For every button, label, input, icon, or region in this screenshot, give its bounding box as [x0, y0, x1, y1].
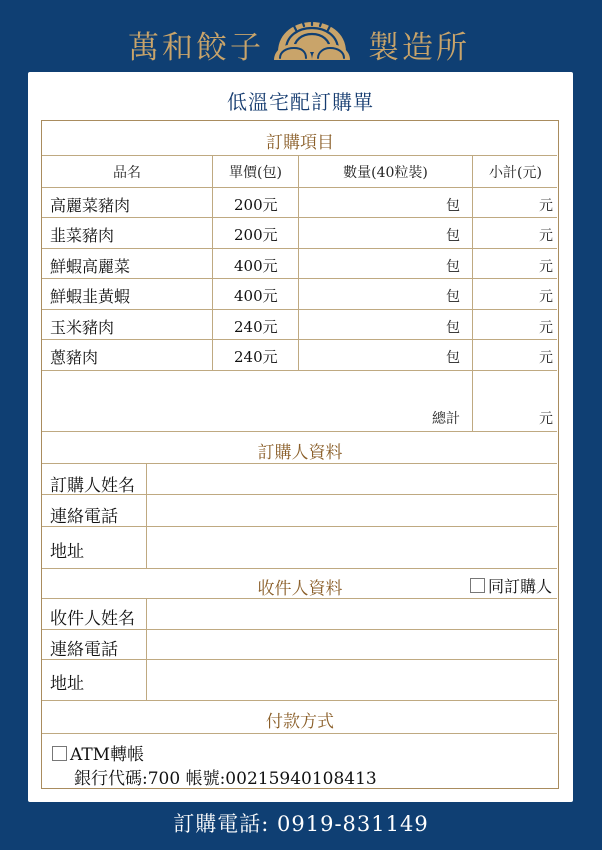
column-header-quantity: 數量(40粒裝) [343, 165, 428, 181]
item-name: 玉米豬肉 [50, 318, 115, 337]
item-price: 200元 [234, 226, 278, 244]
subtotal-field[interactable]: 元 [539, 350, 553, 366]
quantity-field[interactable]: 包 [446, 320, 460, 336]
item-price: 400元 [234, 287, 278, 305]
order-form-grid [41, 120, 559, 789]
total-field[interactable]: 元 [539, 411, 553, 427]
recipient-address-label: 地址 [50, 674, 84, 694]
quantity-field[interactable]: 包 [446, 198, 460, 214]
item-name: 鮮蝦高麗菜 [50, 257, 131, 276]
form-title: 低溫宅配訂購單 [227, 90, 374, 114]
item-name: 蔥豬肉 [50, 348, 99, 367]
quantity-field[interactable]: 包 [446, 228, 460, 244]
column-header-price: 單價(包) [229, 165, 282, 181]
brand-name-right: 製造所 [368, 30, 470, 66]
subtotal-field[interactable]: 元 [539, 320, 553, 336]
subtotal-field[interactable]: 元 [539, 289, 553, 305]
dumpling-logo-icon [272, 14, 352, 66]
recipient-section-title: 收件人資料 [257, 579, 343, 599]
buyer-section-title: 訂購人資料 [257, 443, 343, 463]
recipient-phone-label: 連絡電話 [50, 640, 118, 660]
total-label: 總計 [432, 411, 460, 427]
item-name: 高麗菜豬肉 [50, 196, 131, 215]
buyer-address-label: 地址 [50, 542, 84, 562]
items-section-title: 訂購項目 [266, 133, 334, 153]
atm-transfer-label: ATM轉帳 [70, 745, 145, 765]
buyer-address-field[interactable] [148, 527, 556, 567]
order-phone: 訂購電話: 0919-831149 [173, 812, 429, 836]
same-as-buyer-option[interactable] [470, 574, 552, 597]
checkbox-icon[interactable] [470, 578, 485, 593]
buyer-name-label: 訂購人姓名 [50, 476, 135, 496]
brand-header [0, 10, 602, 66]
recipient-address-field[interactable] [148, 660, 556, 699]
payment-section-title: 付款方式 [266, 712, 334, 732]
item-price: 200元 [234, 196, 278, 214]
item-name: 鮮蝦韭黃蝦 [50, 287, 131, 306]
quantity-field[interactable]: 包 [446, 350, 460, 366]
item-price: 400元 [234, 257, 278, 275]
order-form-card [28, 72, 573, 802]
recipient-phone-field[interactable] [148, 630, 556, 658]
subtotal-field[interactable]: 元 [539, 228, 553, 244]
buyer-phone-field[interactable] [148, 495, 556, 525]
buyer-name-field[interactable] [148, 464, 556, 493]
item-name: 韭菜豬肉 [50, 226, 115, 245]
recipient-name-label: 收件人姓名 [50, 609, 135, 629]
bank-account-info: 銀行代碼:700 帳號:00215940108413 [74, 769, 377, 789]
brand-name-left: 萬和餃子 [128, 30, 264, 66]
quantity-field[interactable]: 包 [446, 289, 460, 305]
item-price: 240元 [234, 348, 278, 366]
subtotal-field[interactable]: 元 [539, 198, 553, 214]
quantity-field[interactable]: 包 [446, 259, 460, 275]
item-price: 240元 [234, 318, 278, 336]
column-header-subtotal: 小計(元) [489, 165, 542, 181]
checkbox-icon[interactable] [52, 746, 67, 761]
column-header-name: 品名 [113, 165, 141, 181]
atm-transfer-option[interactable] [52, 740, 144, 765]
subtotal-field[interactable]: 元 [539, 259, 553, 275]
recipient-name-field[interactable] [148, 599, 556, 628]
same-as-buyer-label: 同訂購人 [487, 577, 552, 596]
buyer-phone-label: 連絡電話 [50, 507, 118, 527]
